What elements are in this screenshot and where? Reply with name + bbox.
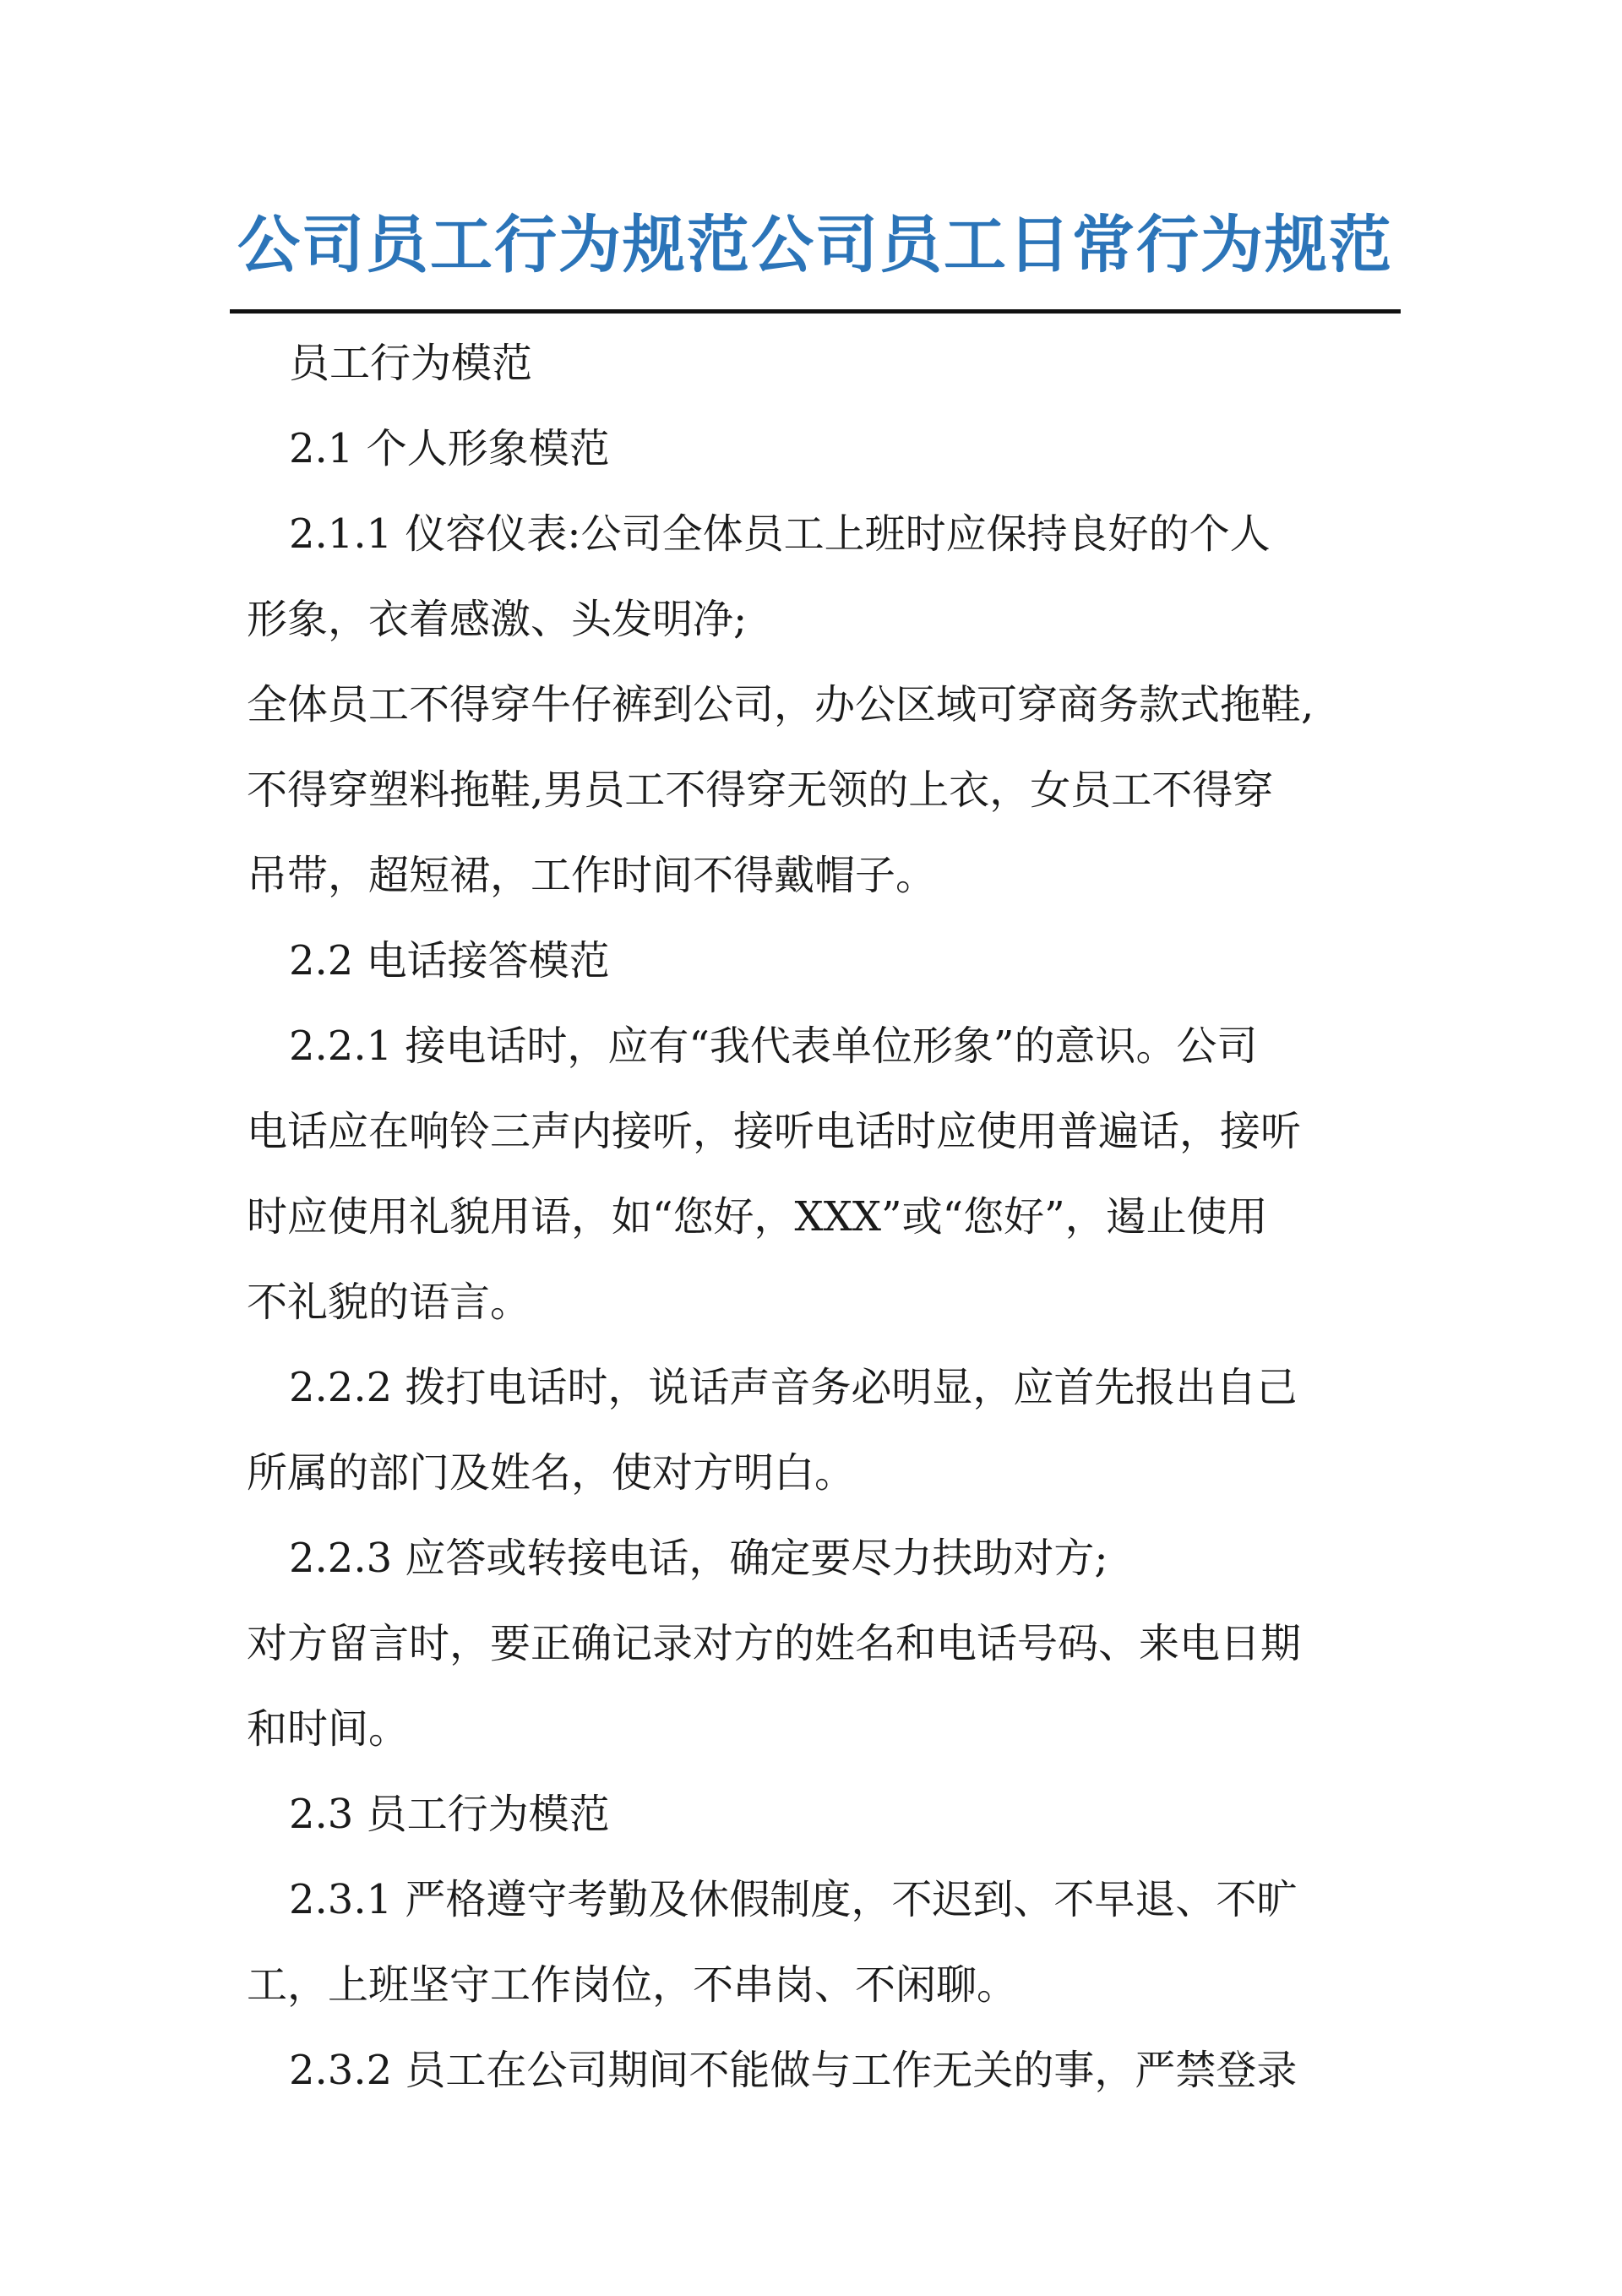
paragraph-line: 全体员工不得穿牛仔裤到公司，办公区域可穿商务款式拖鞋, <box>247 681 1314 728</box>
paragraph-line: 员工行为模范 <box>289 340 533 387</box>
paragraph-line: 2.2.3 应答或转接电话，确定要尽力扶助对方; <box>289 1535 1108 1582</box>
paragraph-line: 2.3.1 严格遵守考勤及休假制度，不迟到、不早退、不旷 <box>289 1876 1298 1923</box>
paragraph-line: 所属的部门及姓名，使对方明白。 <box>247 1449 856 1497</box>
paragraph-line: 2.1.1 仪容仪表:公司全体员工上班时应保持良好的个人 <box>289 510 1271 558</box>
paragraph-line: 2.2.2 拨打电话时，说话声音务必明显，应首先报出自己 <box>289 1364 1298 1411</box>
section-heading: 2.3 员工行为模范 <box>289 1791 610 1838</box>
document-body <box>247 321 1396 2113</box>
document-title: 公司员工行为规范公司员工日常行为规范 <box>237 209 1393 281</box>
paragraph-line: 不得穿塑料拖鞋,男员工不得穿无领的上衣，女员工不得穿 <box>247 766 1274 814</box>
paragraph-line: 对方留言时，要正确记录对方的姓名和电话号码、来电日期 <box>247 1620 1302 1667</box>
paragraph-line: 工，上班坚守工作岗位，不串岗、不闲聊。 <box>247 1961 1018 2009</box>
paragraph-line: 2.2.1 接电话时，应有“我代表单位形象”的意识。公司 <box>289 1023 1258 1070</box>
paragraph-line: 不礼貌的语言。 <box>247 1279 531 1326</box>
paragraph-line: 形象，衣着感激、头发明净; <box>247 596 748 643</box>
section-heading: 2.1 个人形象模范 <box>289 425 610 472</box>
paragraph-line: 时应使用礼貌用语，如“您好，XXX”或“您好”，遏止使用 <box>247 1193 1268 1241</box>
title-underline <box>230 309 1401 314</box>
paragraph-line: 电话应在响铃三声内接听，接听电话时应使用普遍话，接听 <box>247 1108 1302 1155</box>
section-heading: 2.2 电话接答模范 <box>289 937 610 984</box>
paragraph-line: 吊带，超短裙，工作时间不得戴帽子。 <box>247 852 937 899</box>
paragraph-line: 2.3.2 员工在公司期间不能做与工作无关的事，严禁登录 <box>289 2047 1298 2094</box>
paragraph-line: 和时间。 <box>247 1705 410 1753</box>
